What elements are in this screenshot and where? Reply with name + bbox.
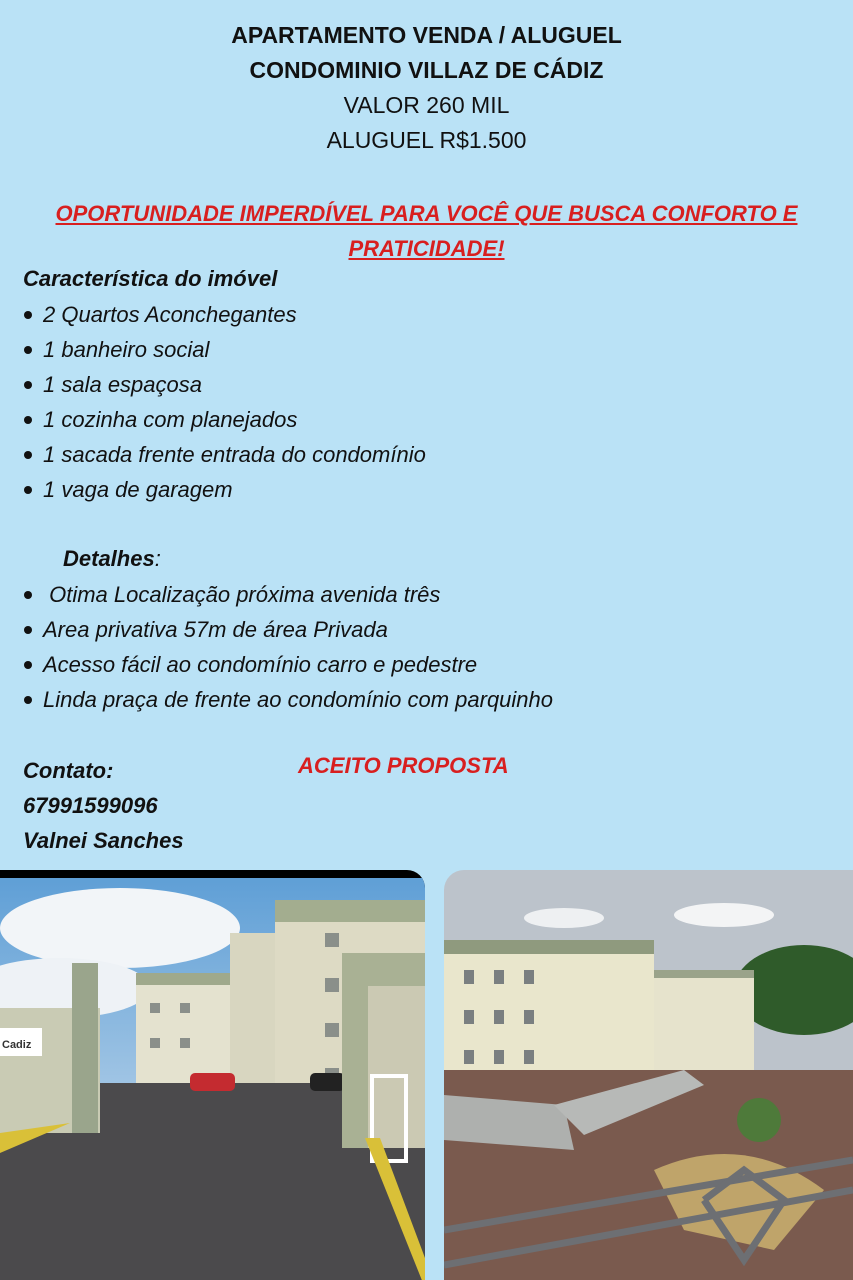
cadiz-sign: Cadiz xyxy=(2,1039,32,1051)
list-item: 1 banheiro social xyxy=(0,332,426,367)
list-item: Otima Localização próxima avenida três xyxy=(0,577,553,612)
list-item: 1 vaga de garagem xyxy=(0,472,426,507)
details-heading-text: Detalhes xyxy=(63,546,155,571)
details-heading: Detalhes: xyxy=(63,546,161,571)
sale-price: VALOR 260 MIL xyxy=(343,92,510,118)
title-line-2: CONDOMINIO VILLAZ DE CÁDIZ xyxy=(249,57,604,83)
entrance-photo xyxy=(0,870,425,1280)
list-item: Acesso fácil ao condomínio carro e pedestre xyxy=(0,647,553,682)
list-item: 1 sala espaçosa xyxy=(0,367,426,402)
details-list xyxy=(0,577,553,717)
balcony-view-photo xyxy=(444,870,853,1280)
promo-headline: OPORTUNIDADE IMPERDÍVEL PARA VOCÊ QUE BUSCA CONFORTO E PRATICIDADE! xyxy=(55,201,798,261)
rent-price: ALUGUEL R$1.500 xyxy=(326,127,527,153)
list-item: Area privativa 57m de área Privada xyxy=(0,612,553,647)
contact-name: Valnei Sanches xyxy=(23,828,184,853)
title-line-1: APARTAMENTO VENDA / ALUGUEL xyxy=(231,22,622,48)
list-item: 1 sacada frente entrada do condomínio xyxy=(0,437,426,472)
features-list xyxy=(0,297,426,507)
list-item: 2 Quartos Aconchegantes xyxy=(0,297,426,332)
contact-label: Contato: xyxy=(23,758,114,783)
list-item: 1 cozinha com planejados xyxy=(0,402,426,437)
features-heading: Característica do imóvel xyxy=(23,266,278,291)
list-item: Linda praça de frente ao condomínio com parquinho xyxy=(0,682,553,717)
contact-phone[interactable]: 67991599096 xyxy=(23,793,158,818)
offer-badge: ACEITO PROPOSTA xyxy=(298,753,509,778)
